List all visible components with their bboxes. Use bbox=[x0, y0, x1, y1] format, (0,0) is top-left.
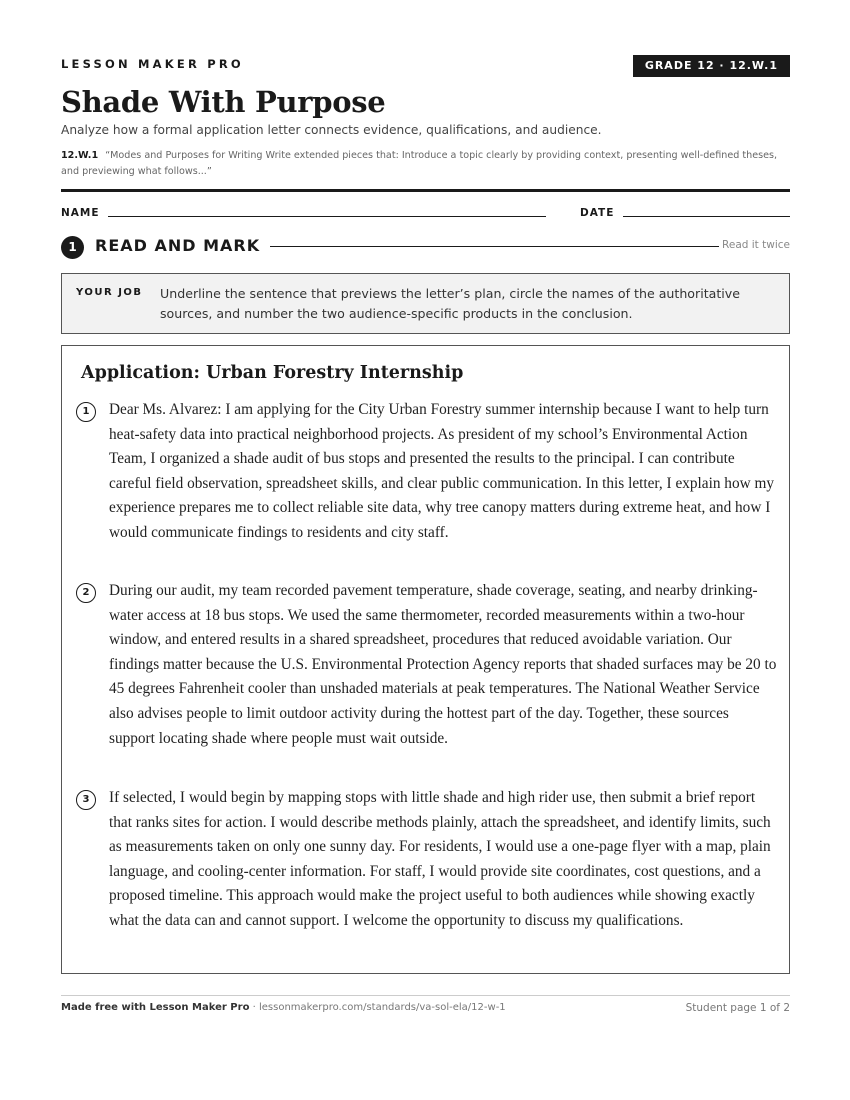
step-divider bbox=[270, 246, 719, 247]
paragraph-text[interactable]: Dear Ms. Alvarez: I am applying for the City Urban Forestry summer internship because I want to help turn heat-safety data into practical neighborhood projects. As president of my school’s Environmental Action Team, I organized a shade audit of bus stops and presented the results to the principal. I can contribute careful field observation, spreadsheet skills, and clear public communication. In this letter, I explain how my experience prepares me to collect reliable site data, why tree canopy matters during extreme heat, and how I would communicate findings to residents and city staff. bbox=[109, 401, 775, 541]
step-title: READ AND MARK bbox=[95, 236, 261, 255]
paragraph-number-badge: 3 bbox=[76, 790, 96, 810]
standard-code: 12.W.1 bbox=[61, 150, 99, 161]
footer-divider bbox=[61, 995, 790, 996]
footer-credit bbox=[61, 1002, 506, 1013]
letter-passage bbox=[61, 345, 790, 974]
paragraph-text[interactable]: If selected, I would begin by mapping stops with little shade and high rider use, then submit a brief report that ranks sites for action. I would describe methods plainly, attach the spreadsheet, and identify limits, such as measurements taken on only one sunny day. For residents, I would use a one-page flyer with a map, plain language, and cooling-center information. For staff, I would provide site coordinates, cost questions, and a proposed timeline. This approach would make the project useful to both audiences while showing exactly what the data can and cannot support. I welcome the opportunity to discuss my qualifications. bbox=[109, 789, 771, 929]
grade-badge: GRADE 12 · 12.W.1 bbox=[633, 55, 790, 77]
footer-separator: · bbox=[249, 1002, 259, 1013]
footer-made-with: Made free with Lesson Maker Pro bbox=[61, 1002, 250, 1013]
instructions-label: YOUR JOB bbox=[76, 287, 143, 298]
page-indicator: Student page 1 of 2 bbox=[685, 1002, 790, 1014]
date-label: DATE bbox=[580, 207, 615, 219]
name-field[interactable] bbox=[108, 216, 546, 217]
step-number-badge: 1 bbox=[61, 236, 84, 259]
standard-text: “Modes and Purposes for Writing Write extended pieces that: Introduce a topic clearly by providing context, presenting well-defined theses, and previewing what follows...” bbox=[61, 150, 778, 177]
date-field[interactable] bbox=[623, 216, 790, 217]
paragraph-number-badge: 2 bbox=[76, 583, 96, 603]
brand-name: LESSON MAKER PRO bbox=[61, 57, 244, 71]
page-subtitle: Analyze how a formal application letter connects evidence, qualifications, and audience. bbox=[61, 123, 602, 137]
header-divider bbox=[61, 189, 790, 192]
step-note: Read it twice bbox=[722, 239, 790, 251]
worksheet-page bbox=[61, 0, 790, 1100]
footer-url[interactable]: lessonmakerpro.com/standards/va-sol-ela/12-w-1 bbox=[258, 1002, 506, 1013]
name-label: NAME bbox=[61, 207, 100, 219]
instructions-text: Underline the sentence that previews the letter’s plan, circle the names of the authoritative sources, and number the two audience-specific products in the conclusion. bbox=[160, 286, 740, 321]
paragraph-text[interactable]: During our audit, my team recorded pavement temperature, shade coverage, seating, and nearby drinking-water access at 18 bus stops. We used the same thermometer, recorded measurements within a two-hour window, and entered results in a shared spreadsheet, procedures that reduced avoidable variation. Our findings matter because the U.S. Environmental Protection Agency reports that shaded surfaces may be 20 to 45 degrees Fahrenheit cooler than unshaded materials at peak temperatures. The National Weather Service also advises people to limit outdoor activity during the hottest part of the day. Together, these sources support locating shade where people must wait outside. bbox=[109, 582, 777, 747]
paragraph-number-badge: 1 bbox=[76, 402, 96, 422]
page-title: Shade With Purpose bbox=[61, 85, 386, 119]
instructions-box bbox=[61, 273, 790, 334]
standard-description bbox=[61, 148, 790, 180]
letter-title: Application: Urban Forestry Internship bbox=[81, 363, 464, 383]
